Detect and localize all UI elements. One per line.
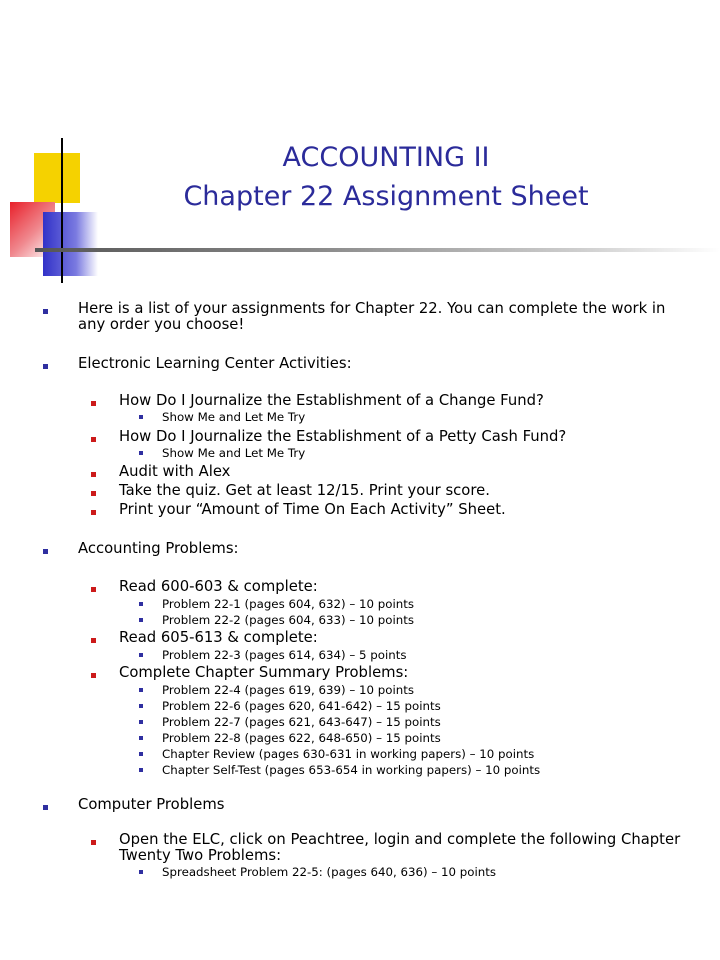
sub-bullet-icon (91, 638, 96, 643)
list-item: Chapter Review (pages 630-631 in working papers) – 10 points (162, 747, 535, 761)
sub-sub-bullet-icon (139, 720, 143, 724)
sub-sub-bullet-icon (139, 870, 143, 874)
bullet-icon (43, 309, 48, 314)
sub-bullet-icon (91, 840, 96, 845)
bullet-icon (43, 364, 48, 369)
elc-item-change-fund: How Do I Journalize the Establishment of a Change Fund? (119, 392, 544, 409)
list-item: Problem 22-2 (pages 604, 633) – 10 points (162, 613, 414, 627)
list-item: Problem 22-3 (pages 614, 634) – 5 points (162, 648, 407, 662)
intro-line-2: any order you choose! (78, 316, 245, 333)
computer-item-sub: Spreadsheet Problem 22-5: (pages 640, 636) – 10 points (162, 865, 497, 879)
list-item: Problem 22-7 (pages 621, 643-647) – 15 points (162, 715, 441, 729)
sub-bullet-icon (91, 472, 96, 477)
elc-item-time-sheet: Print your “Amount of Time On Each Activity” Sheet. (119, 501, 506, 518)
sub-sub-bullet-icon (139, 704, 143, 708)
sub-sub-bullet-icon (139, 752, 143, 756)
problems-heading: Accounting Problems: (78, 540, 239, 557)
problems-read-605: Read 605-613 & complete: (119, 629, 318, 646)
bullet-icon (43, 549, 48, 554)
elc-item-quiz: Take the quiz. Get at least 12/15. Print your score. (119, 482, 490, 499)
elc-item-petty-cash-sub: Show Me and Let Me Try (162, 446, 306, 460)
sub-bullet-icon (91, 673, 96, 678)
sub-sub-bullet-icon (139, 618, 143, 622)
list-item: Problem 22-6 (pages 620, 641-642) – 15 points (162, 699, 441, 713)
bullet-icon (43, 805, 48, 810)
sub-bullet-icon (91, 491, 96, 496)
sub-bullet-icon (91, 437, 96, 442)
sub-sub-bullet-icon (139, 415, 143, 419)
elc-item-change-fund-sub: Show Me and Let Me Try (162, 410, 306, 424)
list-item: Problem 22-8 (pages 622, 648-650) – 15 points (162, 731, 441, 745)
problems-read-600: Read 600-603 & complete: (119, 578, 318, 595)
sub-bullet-icon (91, 401, 96, 406)
elc-item-audit: Audit with Alex (119, 463, 231, 480)
title-underline-rule (35, 248, 720, 252)
sub-sub-bullet-icon (139, 688, 143, 692)
slide-title-line-2: Chapter 22 Assignment Sheet (183, 181, 589, 212)
slide-title-line-1: ACCOUNTING II (282, 142, 490, 173)
computer-heading: Computer Problems (78, 796, 225, 813)
elc-item-petty-cash: How Do I Journalize the Establishment of a Petty Cash Fund? (119, 428, 567, 445)
sub-sub-bullet-icon (139, 653, 143, 657)
problems-summary: Complete Chapter Summary Problems: (119, 664, 409, 681)
list-item: Chapter Self-Test (pages 653-654 in working papers) – 10 points (162, 763, 541, 777)
sub-bullet-icon (91, 510, 96, 515)
list-item: Problem 22-4 (pages 619, 639) – 10 points (162, 683, 414, 697)
sub-sub-bullet-icon (139, 602, 143, 606)
computer-item-line-2: Twenty Two Problems: (119, 847, 282, 864)
sub-sub-bullet-icon (139, 768, 143, 772)
intro-line-1: Here is a list of your assignments for Chapter 22. You can complete the work in (78, 300, 666, 317)
sub-sub-bullet-icon (139, 736, 143, 740)
list-item: Problem 22-1 (pages 604, 632) – 10 points (162, 597, 414, 611)
yellow-square-decoration (34, 153, 80, 203)
blue-square-decoration (43, 212, 98, 276)
sub-bullet-icon (91, 587, 96, 592)
sub-sub-bullet-icon (139, 451, 143, 455)
elc-heading: Electronic Learning Center Activities: (78, 355, 352, 372)
vertical-rule (61, 138, 63, 283)
computer-item-line-1: Open the ELC, click on Peachtree, login and complete the following Chapter (119, 831, 681, 848)
